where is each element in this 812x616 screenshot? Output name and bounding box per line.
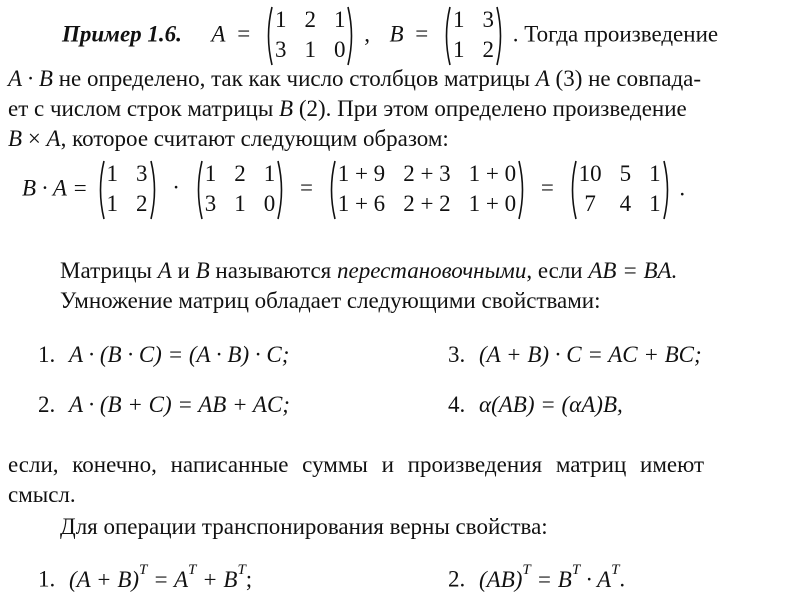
- product-matrix-B-cell-0-1: 3: [136, 161, 148, 186]
- transpose-property-1-num: 1.: [38, 566, 56, 592]
- product-result-matrix: [568, 160, 672, 220]
- commute-equation: AB = BA.: [588, 258, 678, 283]
- transpose-intro: [60, 514, 812, 540]
- commute-and: и: [177, 258, 190, 283]
- product-matrix-B-cell-1-0: 1: [106, 191, 119, 216]
- product-matrix-A-cell-1-2: 0: [263, 191, 276, 216]
- property-2-text: A · (B + C) = AB + AC;: [69, 392, 290, 417]
- transpose-property-2-num: 2.: [448, 566, 466, 592]
- properties-intro-text: Умножение матриц обладает следующими свойствами:: [60, 288, 601, 313]
- product-matrix-B: [96, 160, 159, 220]
- property-4-text: α(AB) = (αA)B,: [479, 392, 623, 417]
- result-matrix-cell-1-2: 1: [649, 191, 661, 216]
- matrix-B: [442, 6, 505, 66]
- property-2-num: 2.: [38, 392, 56, 417]
- result-matrix-cell-0-0: 10: [578, 161, 602, 186]
- product-matrix-A-cell-0-2: 1: [263, 161, 276, 186]
- example-definition-line: Пример 1.6. A = 1 2 1 3 1 0 , B = 1 3 1 2 . Тогда произведение: [62, 6, 812, 66]
- property-3: [448, 342, 812, 368]
- product-matrix-A-cell-1-1: 1: [234, 191, 246, 216]
- property-4-num: 4.: [448, 392, 466, 417]
- product-matrix-A: [194, 160, 287, 220]
- matrix-A: [264, 6, 357, 66]
- para-line-2: ет с числом строк матрицы B (2). При этом определено произведение: [8, 96, 687, 121]
- result-matrix-cell-0-2: 1: [649, 161, 661, 186]
- matrix-A-cell-1-1: 1: [304, 37, 316, 62]
- caveat-line-2: [8, 482, 812, 508]
- para-text-2b: (2). При этом определено произведение: [298, 96, 687, 121]
- product-equation: B · A = 1 3 1 2 · 1 2 1 3 1 0 = 1 + 9 2 + 3 1 + 0 1 + 6 2 + 2 1 + 0 = 10 5 1 7 4 1 .: [22, 160, 812, 220]
- sum-matrix-cell-1-0: 1 + 6: [337, 191, 386, 216]
- transpose-property-2: 2. $(AB)^T = B^T \cdot A^T$.: [448, 562, 626, 592]
- commute-term: перестановочными: [336, 258, 527, 283]
- example-after-definition: . Тогда произведение: [512, 21, 719, 47]
- matrix-A-cell-0-1: 2: [304, 7, 316, 32]
- commute-sentence: Матрицы A и B называются перестановочными, если AB = BA.: [60, 258, 678, 283]
- sum-matrix-cell-1-2: 1 + 0: [468, 191, 517, 216]
- property-1-num: 1.: [38, 342, 56, 367]
- para-line-1: A · B не определено, так как число столбцов матрицы A (3) не совпада-: [8, 66, 702, 91]
- product-matrix-A-cell-1-0: 3: [204, 191, 217, 216]
- matrix-A-cell-1-2: 0: [333, 37, 346, 62]
- property-3-num: 3.: [448, 342, 466, 367]
- commute-mid: называются: [215, 258, 332, 283]
- matrix-B-name: B: [389, 21, 404, 47]
- para-text-2a: ет с числом строк матрицы: [8, 96, 274, 121]
- matrix-A-cell-1-0: 3: [274, 37, 287, 62]
- property-3-text: (A + B) · C = AC + BC;: [479, 342, 702, 367]
- matrix-B-cell-1-1: 2: [482, 37, 494, 62]
- result-matrix-cell-0-1: 5: [619, 161, 632, 186]
- transpose-property-1: 1. $(A + B)^T = A^T + B^T$;: [38, 562, 253, 592]
- result-matrix-cell-1-0: 7: [584, 191, 596, 216]
- product-sum-matrix: [327, 160, 527, 220]
- matrix-A-name: A: [211, 21, 226, 47]
- product-matrix-B-cell-1-1: 2: [136, 191, 148, 216]
- sum-matrix-cell-0-1: 2 + 3: [403, 161, 451, 186]
- matrix-A-cell-0-2: 1: [333, 7, 346, 32]
- example-label: Пример 1.6.: [62, 21, 182, 47]
- matrix-B-cell-0-1: 3: [482, 7, 494, 32]
- caveat-text-2: смысл.: [8, 482, 76, 507]
- property-1-text: A · (B · C) = (A · B) · C;: [69, 342, 290, 367]
- product-matrix-A-cell-0-1: 2: [234, 161, 246, 186]
- matrix-B-cell-0-0: 1: [453, 7, 465, 32]
- para-text-3: , которое считают следующим образом:: [60, 126, 449, 151]
- commute-post: , если: [526, 258, 583, 283]
- caveat-line-1: [8, 452, 812, 478]
- product-matrix-A-cell-0-0: 1: [204, 161, 217, 186]
- product-lhs: B · A =: [22, 175, 88, 201]
- para-text-1-tail: (3) не совпада-: [555, 66, 702, 91]
- sum-matrix-cell-0-0: 1 + 9: [337, 161, 386, 186]
- para-line-3: B × A, которое считают следующим образом:: [8, 126, 449, 151]
- result-matrix-cell-1-1: 4: [619, 191, 632, 216]
- sum-matrix-cell-1-1: 2 + 2: [403, 191, 451, 216]
- matrix-B-cell-1-0: 1: [453, 37, 465, 62]
- matrix-A-cell-0-0: 1: [274, 7, 287, 32]
- sum-matrix-cell-0-2: 1 + 0: [468, 161, 517, 186]
- property-4: [448, 392, 812, 418]
- properties-intro: [60, 288, 812, 314]
- commute-pre: Матрицы: [60, 258, 152, 283]
- product-matrix-B-cell-0-0: 1: [106, 161, 119, 186]
- transpose-intro-text: Для операции транспонирования верны свойства:: [60, 514, 548, 539]
- para-text-1: не определено, так как число столбцов матрицы: [58, 66, 530, 91]
- caveat-text-1: если, конечно, написанные суммы и произведения матриц имеют: [8, 452, 705, 477]
